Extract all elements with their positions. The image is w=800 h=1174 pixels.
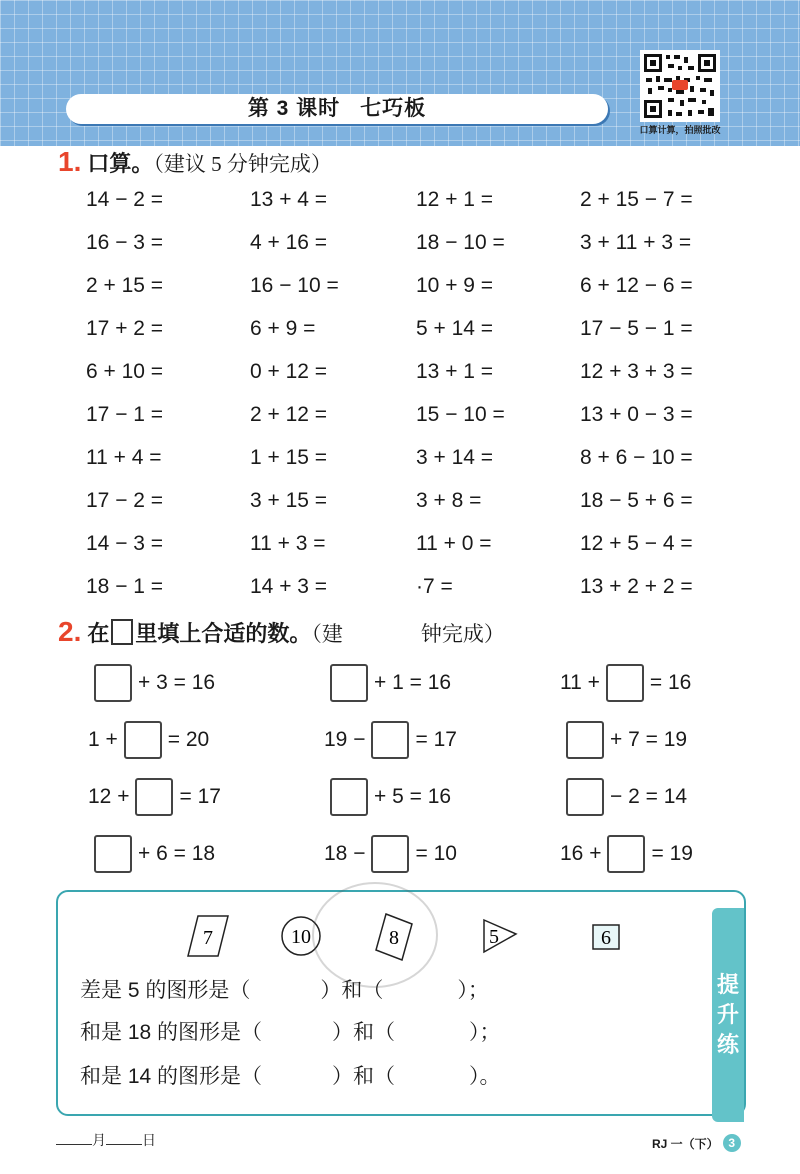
math-problem: 13 + 2 + 2 =	[580, 575, 693, 598]
inline-answer-box	[111, 619, 133, 645]
qr-code-icon[interactable]	[640, 50, 720, 122]
section-2-title	[58, 616, 505, 648]
problem-prefix: 19 −	[324, 728, 366, 751]
math-problem: 18 − 10 =	[416, 231, 505, 254]
math-problem: 13 + 4 =	[250, 188, 328, 211]
tab-char: 升	[716, 1002, 739, 1027]
answer-box[interactable]	[566, 721, 604, 759]
circle-value: 10	[291, 926, 311, 948]
math-problem: 3 + 8 =	[416, 489, 482, 512]
page-number: 3	[723, 1134, 741, 1152]
problem-prefix: 12 +	[88, 785, 130, 808]
math-problem: 10 + 9 =	[416, 274, 494, 297]
watermark-stamp	[300, 870, 450, 1000]
problem-prefix: 18 −	[324, 842, 366, 865]
tab-char: 练	[716, 1032, 739, 1057]
answer-box[interactable]	[124, 721, 162, 759]
shape-question-line	[80, 1060, 501, 1090]
math-problem: 14 − 3 =	[86, 532, 164, 555]
section-2-hint-b: 钟完成）	[420, 622, 505, 646]
question-suffix: ）；	[457, 979, 489, 1002]
answer-box[interactable]	[607, 835, 645, 873]
problem-suffix: + 3 = 16	[138, 671, 216, 694]
problem-suffix: − 2 = 14	[610, 785, 688, 808]
math-problem: 11 + 4 =	[86, 446, 162, 469]
section-2-heading-a: 在	[87, 621, 110, 646]
qr-caption: 口算计算，拍照批改	[639, 125, 721, 135]
fill-blank-problem	[324, 778, 451, 816]
problem-suffix: + 5 = 16	[374, 785, 452, 808]
page-title	[66, 94, 608, 124]
fill-blank-problem	[560, 778, 687, 816]
fill-blank-problem	[560, 721, 687, 759]
problem-suffix: = 10	[415, 842, 457, 865]
math-problem: 3 + 14 =	[416, 446, 494, 469]
math-problem: 3 + 15 =	[250, 489, 328, 512]
problem-suffix: + 6 = 18	[138, 842, 216, 865]
problem-suffix: = 19	[651, 842, 693, 865]
math-problem: 17 − 2 =	[86, 489, 164, 512]
answer-box[interactable]	[371, 835, 409, 873]
question-mid: ）和（	[332, 1021, 396, 1044]
math-problem: 14 + 3 =	[250, 575, 328, 598]
math-problem: 12 + 5 − 4 =	[580, 532, 693, 555]
fill-blank-problem	[88, 664, 215, 702]
question-mid: ）和（	[320, 979, 384, 1002]
math-problem: 6 + 9 =	[250, 317, 316, 340]
answer-box[interactable]	[94, 835, 132, 873]
section-1-title	[58, 146, 332, 178]
section-1-number: 1.	[58, 146, 82, 177]
triangle-value: 5	[489, 926, 499, 948]
math-problem: 4 + 16 =	[250, 231, 328, 254]
parallelogram-value: 7	[203, 927, 213, 949]
math-problem: 14 − 2 =	[86, 188, 164, 211]
month-label: 月	[92, 1132, 106, 1148]
math-problem: 1 + 15 =	[250, 446, 328, 469]
fill-blank-problem	[88, 721, 209, 759]
fill-blank-problem	[88, 778, 221, 816]
math-problem: 11 + 3 =	[250, 532, 326, 555]
math-problem: 5 + 14 =	[416, 317, 494, 340]
lesson-topic: 七巧板	[360, 97, 427, 120]
answer-box[interactable]	[371, 721, 409, 759]
math-problem: 18 − 5 + 6 =	[580, 489, 693, 512]
problem-suffix: + 1 = 16	[374, 671, 452, 694]
question-prefix: 和是 18 的图形是（	[80, 1021, 263, 1044]
day-label: 日	[142, 1132, 156, 1148]
answer-box[interactable]	[330, 664, 368, 702]
tab-char: 提	[716, 972, 739, 997]
math-problem: 2 + 15 =	[86, 274, 164, 297]
question-mid: ）和（	[332, 1065, 396, 1088]
math-problem: 8 + 6 − 10 =	[580, 446, 693, 469]
answer-box[interactable]	[135, 778, 173, 816]
problem-suffix: = 20	[167, 728, 210, 751]
square-value: 6	[601, 927, 611, 949]
problem-prefix: 1 +	[88, 728, 118, 751]
problem-suffix: = 16	[649, 671, 692, 694]
date-field[interactable]	[56, 1130, 156, 1150]
math-problem: 16 − 10 =	[250, 274, 339, 297]
section-2-hint-a: （建	[311, 622, 343, 646]
fill-blank-problem	[88, 835, 215, 873]
math-problem: 13 + 0 − 3 =	[580, 403, 693, 426]
answer-box[interactable]	[94, 664, 132, 702]
math-problem: 17 + 2 =	[86, 317, 164, 340]
math-problem: 17 − 1 =	[86, 403, 164, 426]
fill-blank-problem	[324, 721, 457, 759]
math-problem: 2 + 12 =	[250, 403, 328, 426]
math-problem: 3 + 11 + 3 =	[580, 231, 692, 254]
math-problem: 11 + 0 =	[416, 532, 492, 555]
math-problem: ·7 =	[416, 575, 453, 598]
problem-prefix: 16 +	[560, 842, 602, 865]
math-problem: 17 − 5 − 1 =	[580, 317, 693, 340]
math-problem: 12 + 3 + 3 =	[580, 360, 693, 383]
math-problem: 13 + 1 =	[416, 360, 494, 383]
section-2-number: 2.	[58, 616, 82, 647]
section-2-heading-b: 里填上合适的数。	[135, 621, 312, 646]
problem-prefix: 11 +	[560, 671, 600, 694]
question-prefix: 差是 5 的图形是（	[80, 979, 251, 1002]
page-footer	[652, 1134, 741, 1152]
question-suffix: ）；	[469, 1021, 501, 1044]
answer-box[interactable]	[566, 778, 604, 816]
answer-box[interactable]	[330, 778, 368, 816]
answer-box[interactable]	[606, 664, 644, 702]
fill-blank-problem	[560, 835, 693, 873]
math-problem: 0 + 12 =	[250, 360, 328, 383]
math-problem: 18 − 1 =	[86, 575, 164, 598]
fill-blank-problem	[324, 664, 451, 702]
shape-question-line	[80, 1016, 501, 1046]
edition-label: RJ 一（下）	[652, 1136, 719, 1151]
section-1-hint: （建议 5 分钟完成）	[153, 152, 332, 176]
question-prefix: 和是 14 的图形是（	[80, 1065, 263, 1088]
problem-suffix: = 17	[179, 785, 221, 808]
problem-suffix: + 7 = 19	[610, 728, 688, 751]
math-problem: 6 + 12 − 6 =	[580, 274, 693, 297]
question-suffix: ）。	[469, 1065, 501, 1088]
fill-blank-problem	[560, 664, 691, 702]
problem-suffix: = 17	[415, 728, 457, 751]
math-problem: 2 + 15 − 7 =	[580, 188, 693, 211]
math-problem: 6 + 10 =	[86, 360, 164, 383]
rhombus-value: 8	[389, 927, 399, 949]
math-problem: 15 − 10 =	[416, 403, 505, 426]
lesson-label: 第 3 课时	[247, 97, 341, 120]
section-1-heading: 口算。	[87, 151, 154, 176]
improvement-tab	[712, 908, 744, 1122]
math-problem: 12 + 1 =	[416, 188, 494, 211]
math-problem: 16 − 3 =	[86, 231, 164, 254]
fill-blank-problem	[324, 835, 457, 873]
